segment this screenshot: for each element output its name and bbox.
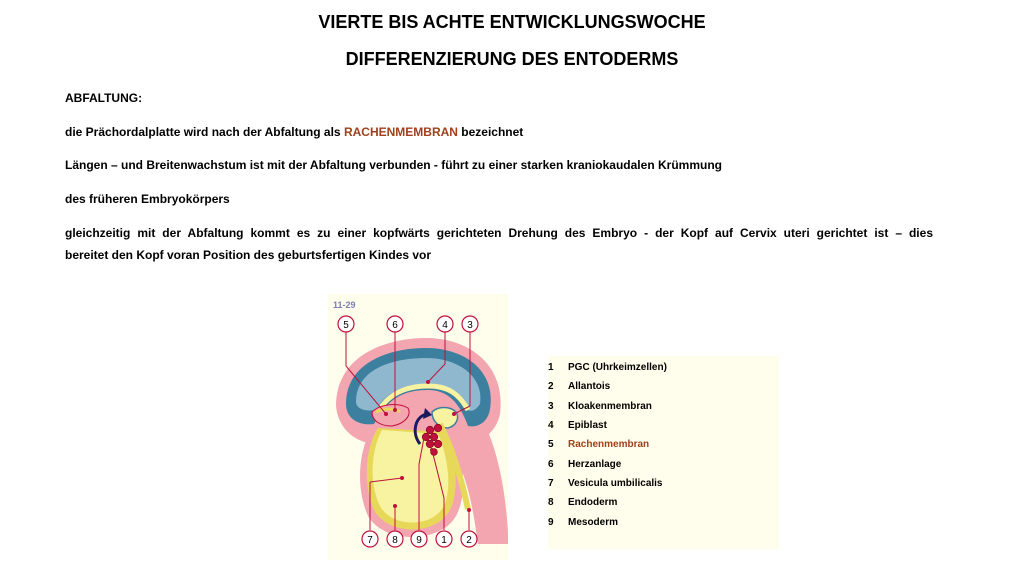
legend-number: 2 [548,381,554,392]
embryo-diagram [328,294,508,560]
legend-number: 3 [548,401,554,412]
callout-label: 8 [392,535,398,546]
paragraph-rotation-line2: bereitet den Kopf voran Position des geburtsfertigen Kindes vor [65,248,432,262]
legend-label: Epiblast [568,420,607,431]
legend-number: 5 [548,439,554,450]
callout-label: 1 [441,535,447,546]
figure-number: 11-29 [333,300,356,310]
figure-legend [548,356,779,549]
callout-dot [384,412,388,416]
legend-label: Endoderm [568,497,618,508]
callout-label: 5 [343,320,349,331]
legend-number: 7 [548,478,554,489]
callout-label: 9 [416,535,422,546]
paragraph-embryo-body: des früheren Embryokörpers [65,192,230,206]
legend-label: Vesicula umbilicalis [568,478,663,489]
legend-label: PGC (Uhrkeimzellen) [568,362,667,373]
callout-label: 7 [367,535,373,546]
callout-label: 4 [442,320,448,331]
paragraph-text: die Prächordalplatte wird nach der Abfaltung als [65,125,344,139]
callout-dot [393,408,397,412]
callout-dot [430,448,434,452]
callout-dot [393,504,397,508]
page-subtitle: DIFFERENZIERUNG DES ENTODERMS [345,49,679,69]
callout-label: 6 [392,320,398,331]
callout-dot [426,380,430,384]
legend-number: 4 [548,420,554,431]
callout-dot [467,508,471,512]
callout-dot [400,476,404,480]
legend-label: Rachenmembran [568,439,650,450]
callout-label: 3 [467,320,473,331]
legend-number: 6 [548,459,554,470]
legend-label: Herzanlage [568,459,622,470]
paragraph-rotation-line1: gleichzeitig mit der Abfaltung kommt es zu einer kopfwärts gerichteten Drehung des Embryo - der Kopf auf Cervix uteri gerichtet ist – dies [65,226,933,240]
legend-label: Kloakenmembran [568,401,652,412]
paragraph-growth: Längen – und Breitenwachstum ist mit der Abfaltung verbunden - führt zu einer starken kraniokaudalen Krümmung [65,158,722,172]
paragraph-rachenmembran [65,125,523,139]
paragraph-text: bezeichnet [457,125,524,139]
callout-dot [452,412,456,416]
legend-label: Allantois [568,381,611,392]
legend-number: 9 [548,517,554,528]
legend-number: 8 [548,497,554,508]
callout-label: 2 [466,535,472,546]
legend-label: Mesoderm [568,517,619,528]
highlight-term: RACHENMEMBRAN [343,125,458,139]
section-label: ABFALTUNG: [65,91,143,105]
page-title: VIERTE BIS ACHTE ENTWICKLUNGSWOCHE [318,12,706,32]
legend-number: 1 [548,362,554,373]
